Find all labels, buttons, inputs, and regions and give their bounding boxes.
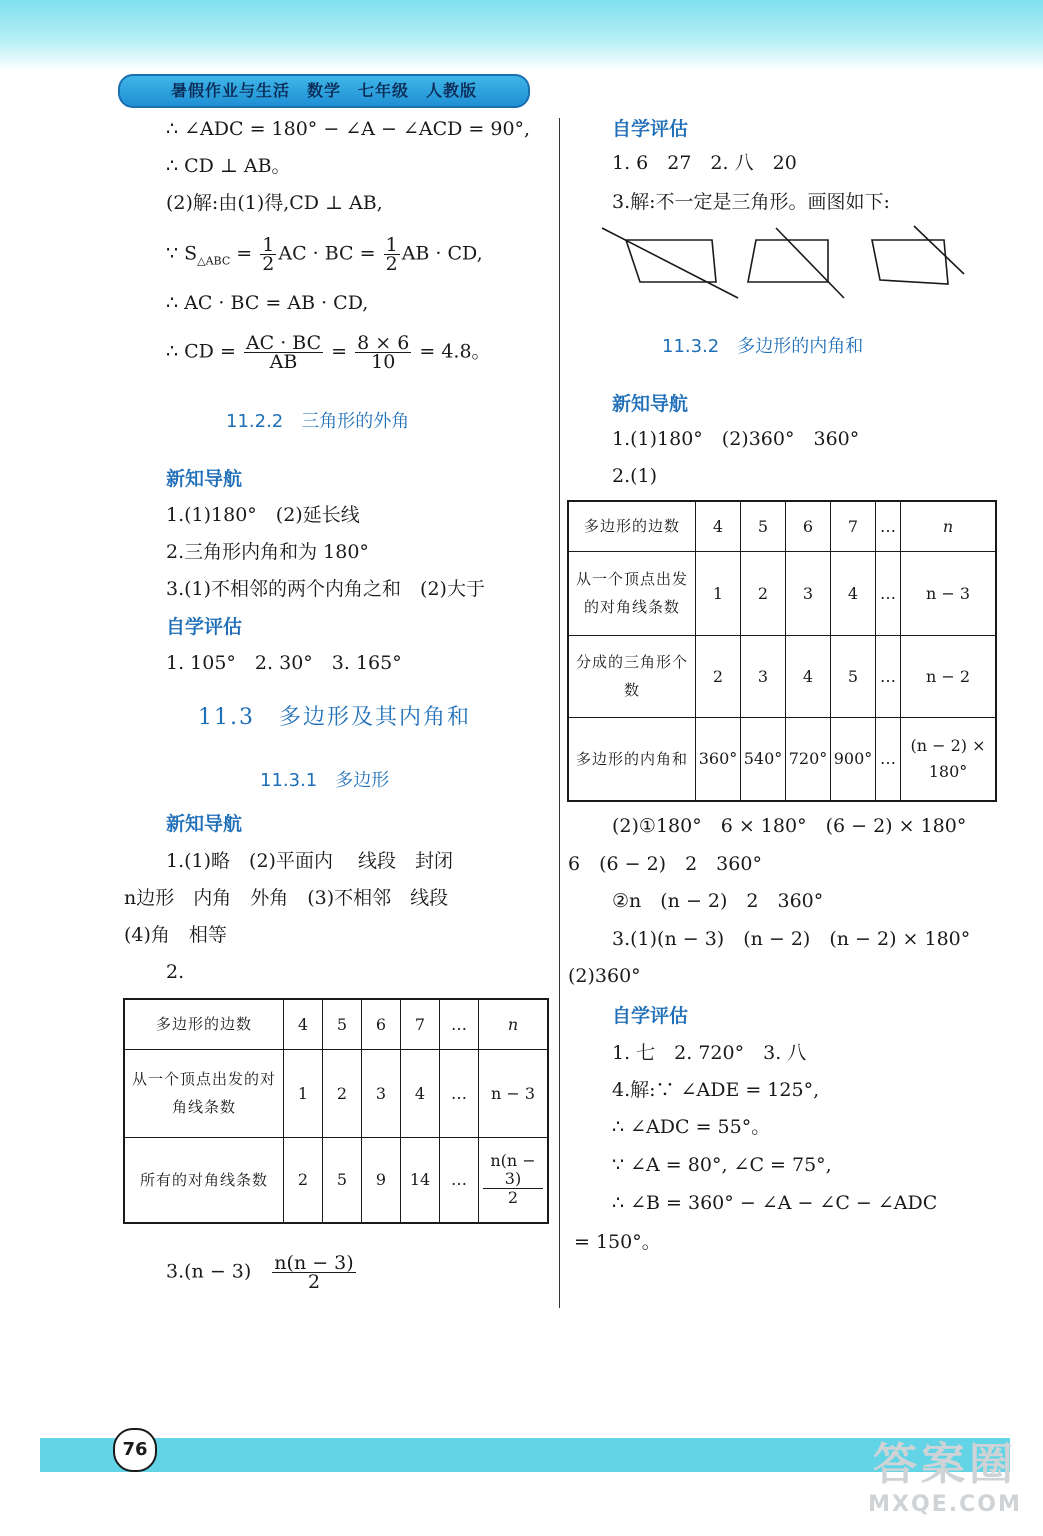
table-cell: … [876, 635, 901, 717]
answer-line: (2)360° [568, 965, 641, 987]
table-cell: 3 [786, 551, 831, 635]
table-cell: 3 [362, 1049, 401, 1137]
table-cell: … [876, 717, 901, 801]
answer-line: 1. 七 2. 720° 3. 八 [612, 1042, 807, 1064]
proof-line-6 [166, 334, 491, 371]
interior-angles-table [567, 500, 997, 802]
answer-line: (2)①180° 6 × 180° (6 − 2) × 180° [612, 815, 967, 837]
table-row [568, 717, 996, 801]
answer-line: 3.解:不一定是三角形。画图如下: [612, 191, 890, 213]
proof-line-3: (2)解:由(1)得,CD ⊥ AB, [166, 192, 383, 214]
answer-text: 3.(n − 3) [166, 1260, 252, 1283]
table-row [568, 551, 996, 635]
frac-num: 8 × 6 [357, 332, 410, 354]
table-cell: 从一个顶点出发的对角线条数 [124, 1049, 284, 1137]
table-cell: 360° [696, 717, 741, 801]
ab-cd-term: AB · CD, [401, 242, 483, 265]
table-cell: 3 [741, 635, 786, 717]
proof-line-1: ∴ ∠ADC = 180° − ∠A − ∠ACD = 90°, [166, 118, 531, 140]
section-title-11-3: 11.3 多边形及其内角和 [198, 705, 471, 730]
answer-line: 1.(1)略 (2)平面内 线段 封闭 [166, 850, 453, 872]
frac-num: 1 [262, 234, 275, 256]
frac-den: 10 [371, 351, 396, 373]
area-subscript: △ABC [197, 254, 231, 268]
frac-num: n(n − 3) [274, 1252, 354, 1274]
answer-line: ∴ ∠B = 360° − ∠A − ∠C − ∠ADC [612, 1192, 938, 1214]
table-cell: 5 [831, 635, 876, 717]
watermark [860, 1440, 1030, 1530]
answer-line: 1. 105° 2. 30° 3. 165° [166, 652, 402, 674]
frac-den: 2 [307, 1271, 321, 1293]
table-cell: 900° [831, 717, 876, 801]
answer-line: ②n (n − 2) 2 360° [612, 890, 824, 912]
frac-num: n(n − 3) [483, 1152, 543, 1189]
proof-line-5: ∴ AC · BC = AB · CD, [166, 292, 369, 314]
equals: = [230, 242, 259, 265]
heading-new-knowledge: 新知导航 [166, 468, 243, 490]
fraction-half-1 [260, 236, 276, 273]
fraction-acbc-ab [244, 334, 323, 371]
diagram-quadrilateral-2 [748, 240, 828, 282]
answer-line-3 [166, 1254, 358, 1291]
frac-den: 2 [262, 253, 275, 275]
table-cell: 从一个顶点出发的对角线条数 [568, 551, 696, 635]
top-decoration-band [0, 0, 1043, 70]
heading-self-assessment: 自学评估 [166, 616, 243, 638]
table-cell: n − 3 [479, 1049, 549, 1137]
answer-line: ∵ ∠A = 80°, ∠C = 75°, [612, 1154, 832, 1176]
fraction-8x6-10 [355, 334, 411, 371]
answer-line: = 150°。 [574, 1231, 661, 1253]
table-row [568, 635, 996, 717]
diagram-cut-line-1 [602, 228, 738, 298]
table-cell: 7 [831, 501, 876, 551]
table-cell: n − 3 [901, 551, 997, 635]
page-number: 76 [113, 1428, 157, 1472]
table-cell: 1 [284, 1049, 323, 1137]
fraction-all-diagonals [483, 1152, 543, 1207]
ac-bc-term: AC · BC = [278, 242, 382, 265]
table-cell: 4 [831, 551, 876, 635]
frac-num: 1 [385, 234, 398, 256]
table-row [124, 1049, 548, 1137]
frac-den: AB [269, 351, 298, 373]
table-row [124, 1137, 548, 1223]
cd-prefix: ∴ CD = [166, 340, 242, 363]
result: = 4.8。 [413, 340, 491, 363]
heading-new-knowledge: 新知导航 [612, 393, 689, 415]
answer-line: 1.(1)180° (2)延长线 [166, 504, 360, 526]
area-prefix: ∵ S [166, 242, 198, 265]
table-cell: 4 [786, 635, 831, 717]
table-cell: 5 [323, 1137, 362, 1223]
frac-num: AC · BC [245, 332, 322, 354]
table-cell: 9 [362, 1137, 401, 1223]
table-cell: n [901, 501, 997, 551]
frac-den: 2 [507, 1188, 519, 1208]
table-cell: 多边形的内角和 [568, 717, 696, 801]
answer-line: 2.三角形内角和为 180° [166, 541, 369, 563]
table-cell: 1 [696, 551, 741, 635]
table-cell: … [440, 999, 479, 1049]
table-cell: 2 [696, 635, 741, 717]
answer-line: 2.(1) [612, 465, 658, 487]
frac-den: 2 [385, 253, 398, 275]
answer-line: 6 (6 − 2) 2 360° [568, 853, 762, 875]
answer-line: ∴ ∠ADC = 55°。 [612, 1116, 771, 1138]
table-cell: n [479, 999, 549, 1049]
table-row [124, 999, 548, 1049]
subsection-title-11-2-2: 11.2.2 三角形的外角 [226, 411, 410, 432]
table-cell: 所有的对角线条数 [124, 1137, 284, 1223]
table-cell-fraction [479, 1137, 549, 1223]
equals: = [325, 340, 354, 363]
table-cell: 4 [401, 1049, 440, 1137]
heading-self-assessment: 自学评估 [612, 1005, 689, 1027]
table-cell: 多边形的边数 [124, 999, 284, 1049]
table-cell: … [440, 1049, 479, 1137]
heading-self-assessment: 自学评估 [612, 118, 689, 140]
subsection-title-11-3-2: 11.3.2 多边形的内角和 [662, 336, 864, 357]
table-cell: … [876, 501, 901, 551]
answer-line: 2. [166, 961, 185, 983]
answer-line: 3.(1)不相邻的两个内角之和 (2)大于 [166, 578, 485, 600]
answer-line: 1. 6 27 2. 八 20 [612, 152, 797, 174]
table-cell: 720° [786, 717, 831, 801]
book-header-title: 暑假作业与生活 数学 七年级 人教版 [118, 74, 530, 108]
table-cell: 540° [741, 717, 786, 801]
watermark-url: MXQE.COM [868, 1492, 1022, 1517]
table-cell: 4 [284, 999, 323, 1049]
answer-line: n边形 内角 外角 (3)不相邻 线段 [124, 887, 449, 909]
table-cell: 5 [323, 999, 362, 1049]
fraction-all-diagonals [272, 1254, 355, 1291]
table-cell: 5 [741, 501, 786, 551]
diagonals-table [123, 998, 549, 1224]
table-cell: 4 [696, 501, 741, 551]
proof-line-4 [166, 236, 483, 274]
answer-line: (4)角 相等 [124, 924, 227, 946]
proof-line-2: ∴ CD ⊥ AB。 [166, 155, 291, 177]
table-cell: 多边形的边数 [568, 501, 696, 551]
watermark-text: 答案圈 [873, 1439, 1017, 1490]
diagram-cut-line-3 [914, 226, 964, 274]
fraction-half-2 [384, 236, 400, 273]
answer-line: 1.(1)180° (2)360° 360° [612, 428, 860, 450]
diagram-quadrilateral-1 [626, 240, 716, 282]
cut-diagrams [596, 222, 976, 304]
table-cell: 2 [284, 1137, 323, 1223]
table-cell: 6 [786, 501, 831, 551]
table-row [568, 501, 996, 551]
column-divider [559, 118, 560, 1308]
table-cell: 分成的三角形个数 [568, 635, 696, 717]
table-cell: … [876, 551, 901, 635]
diagram-cut-line-2 [776, 228, 844, 298]
table-cell: 2 [323, 1049, 362, 1137]
table-cell: 7 [401, 999, 440, 1049]
heading-new-knowledge: 新知导航 [166, 813, 243, 835]
table-cell: (n − 2) × 180° [901, 717, 997, 801]
table-cell: … [440, 1137, 479, 1223]
answer-line: 4.解:∵ ∠ADE = 125°, [612, 1079, 820, 1101]
table-cell: 2 [741, 551, 786, 635]
table-cell: 6 [362, 999, 401, 1049]
table-cell: n − 2 [901, 635, 997, 717]
table-cell: 14 [401, 1137, 440, 1223]
answer-line: 3.(1)(n − 3) (n − 2) (n − 2) × 180° [612, 928, 971, 950]
subsection-title-11-3-1: 11.3.1 多边形 [260, 770, 390, 791]
